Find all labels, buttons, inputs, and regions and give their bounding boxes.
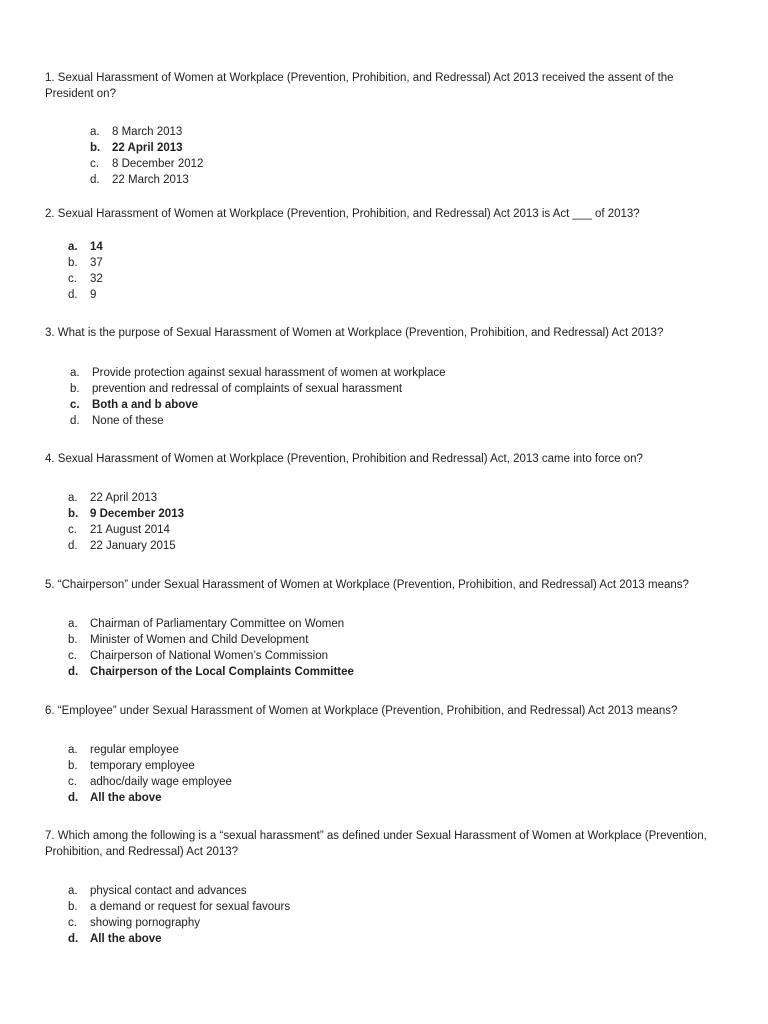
option-text: 9 December 2013 [90, 508, 184, 520]
option-4b [68, 506, 184, 522]
option-text: 8 March 2013 [112, 126, 183, 138]
option-text: All the above [90, 792, 162, 804]
option-text: regular employee [90, 744, 179, 756]
option-text: Minister of Women and Child Development [90, 634, 309, 646]
option-text: None of these [92, 415, 164, 427]
option-letter: a. [90, 126, 100, 138]
option-5a [68, 616, 354, 632]
option-letter: a. [68, 492, 78, 504]
option-text: 32 [90, 273, 103, 285]
option-letter: b. [68, 760, 78, 772]
option-letter: a. [68, 241, 78, 253]
option-text: 22 April 2013 [112, 142, 183, 154]
option-text: a demand or request for sexual favours [90, 901, 291, 913]
option-letter: d. [68, 666, 79, 678]
question-1-options [90, 124, 203, 188]
option-text: showing pornography [90, 917, 200, 929]
option-3d [70, 413, 446, 429]
option-text: 22 January 2015 [90, 540, 176, 552]
option-letter: c. [68, 273, 77, 285]
option-3a [70, 365, 446, 381]
question-6-options [68, 742, 232, 806]
question-3-text: 3. What is the purpose of Sexual Harassment of Women at Workplace (Prevention, Prohibition, and Redressal) Act 2013? [45, 327, 664, 339]
option-2c [68, 271, 103, 287]
option-text: 9 [90, 289, 97, 301]
option-letter: c. [68, 776, 77, 788]
option-text: Provide protection against sexual harassment of women at workplace [92, 367, 446, 379]
question-4-text: 4. Sexual Harassment of Women at Workplace (Prevention, Prohibition and Redressal) Act, 2013 came into force on? [45, 453, 643, 465]
question-4-options [68, 490, 184, 554]
option-text: Both a and b above [92, 399, 199, 411]
option-letter: d. [68, 289, 78, 301]
option-7c [68, 915, 290, 931]
option-text: 22 April 2013 [90, 492, 158, 504]
option-text: 37 [90, 257, 103, 269]
option-letter: a. [68, 885, 78, 897]
option-letter: c. [68, 524, 77, 536]
option-6b [68, 758, 232, 774]
option-6a [68, 742, 232, 758]
option-letter: c. [68, 650, 77, 662]
option-text: Chairperson of National Women’s Commission [90, 650, 328, 662]
option-text: physical contact and advances [90, 885, 247, 897]
option-letter: b. [68, 257, 78, 269]
option-letter: b. [68, 508, 79, 520]
option-7a [68, 883, 290, 899]
option-text: 22 March 2013 [112, 174, 189, 186]
option-letter: b. [68, 901, 78, 913]
option-3b [70, 381, 446, 397]
question-5-text: 5. “Chairperson” under Sexual Harassment of Women at Workplace (Prevention, Prohibition, and Redressal) Act 2013 means? [45, 579, 689, 591]
option-letter: d. [68, 933, 79, 945]
question-6-text: 6. “Employee” under Sexual Harassment of Women at Workplace (Prevention, Prohibition, and Redressal) Act 2013 means? [45, 705, 678, 717]
option-text: 14 [90, 241, 103, 253]
option-1b [90, 140, 203, 156]
option-letter: a. [68, 618, 78, 630]
option-4d [68, 538, 184, 554]
option-3c [70, 397, 446, 413]
option-text: temporary employee [90, 760, 195, 772]
option-letter: a. [70, 367, 80, 379]
option-4c [68, 522, 184, 538]
option-text: All the above [90, 933, 162, 945]
option-1c [90, 156, 203, 172]
option-4a [68, 490, 184, 506]
option-letter: c. [90, 158, 99, 170]
option-2b [68, 255, 103, 271]
option-text: adhoc/daily wage employee [90, 776, 232, 788]
option-text: Chairman of Parliamentary Committee on Women [90, 618, 345, 630]
option-letter: d. [90, 174, 100, 186]
option-5b [68, 632, 354, 648]
option-text: 8 December 2012 [112, 158, 204, 170]
option-1d [90, 172, 203, 188]
option-2a [68, 239, 103, 255]
option-7d [68, 931, 290, 947]
question-7-options [68, 883, 290, 947]
option-5c [68, 648, 354, 664]
option-letter: d. [68, 792, 79, 804]
option-text: prevention and redressal of complaints of sexual harassment [92, 383, 403, 395]
option-letter: d. [70, 415, 80, 427]
option-7b [68, 899, 290, 915]
question-3-options [70, 365, 446, 429]
option-text: Chairperson of the Local Complaints Committee [90, 666, 354, 678]
option-6c [68, 774, 232, 790]
question-2-text: 2. Sexual Harassment of Women at Workplace (Prevention, Prohibition, and Redressal) Act 2013 is Act ___ of 2013? [45, 208, 640, 220]
option-letter: c. [70, 399, 80, 411]
option-letter: c. [68, 917, 77, 929]
option-letter: d. [68, 540, 78, 552]
option-text: 21 August 2014 [90, 524, 170, 536]
question-2-options [68, 239, 103, 303]
option-letter: b. [70, 383, 80, 395]
question-1-text: 1. Sexual Harassment of Women at Workplace (Prevention, Prohibition, and Redressal) Act 2013 received the assent of the President on? [45, 72, 674, 100]
question-7-text: 7. Which among the following is a “sexual harassment” as defined under Sexual Harassment of Women at Workplace (Prevention, Prohibition, and Redressal) Act 2013? [45, 830, 707, 858]
option-letter: b. [90, 142, 101, 154]
option-6d [68, 790, 232, 806]
option-letter: a. [68, 744, 78, 756]
option-letter: b. [68, 634, 78, 646]
option-5d [68, 664, 354, 680]
option-1a [90, 124, 203, 140]
option-2d [68, 287, 103, 303]
question-5-options [68, 616, 354, 680]
